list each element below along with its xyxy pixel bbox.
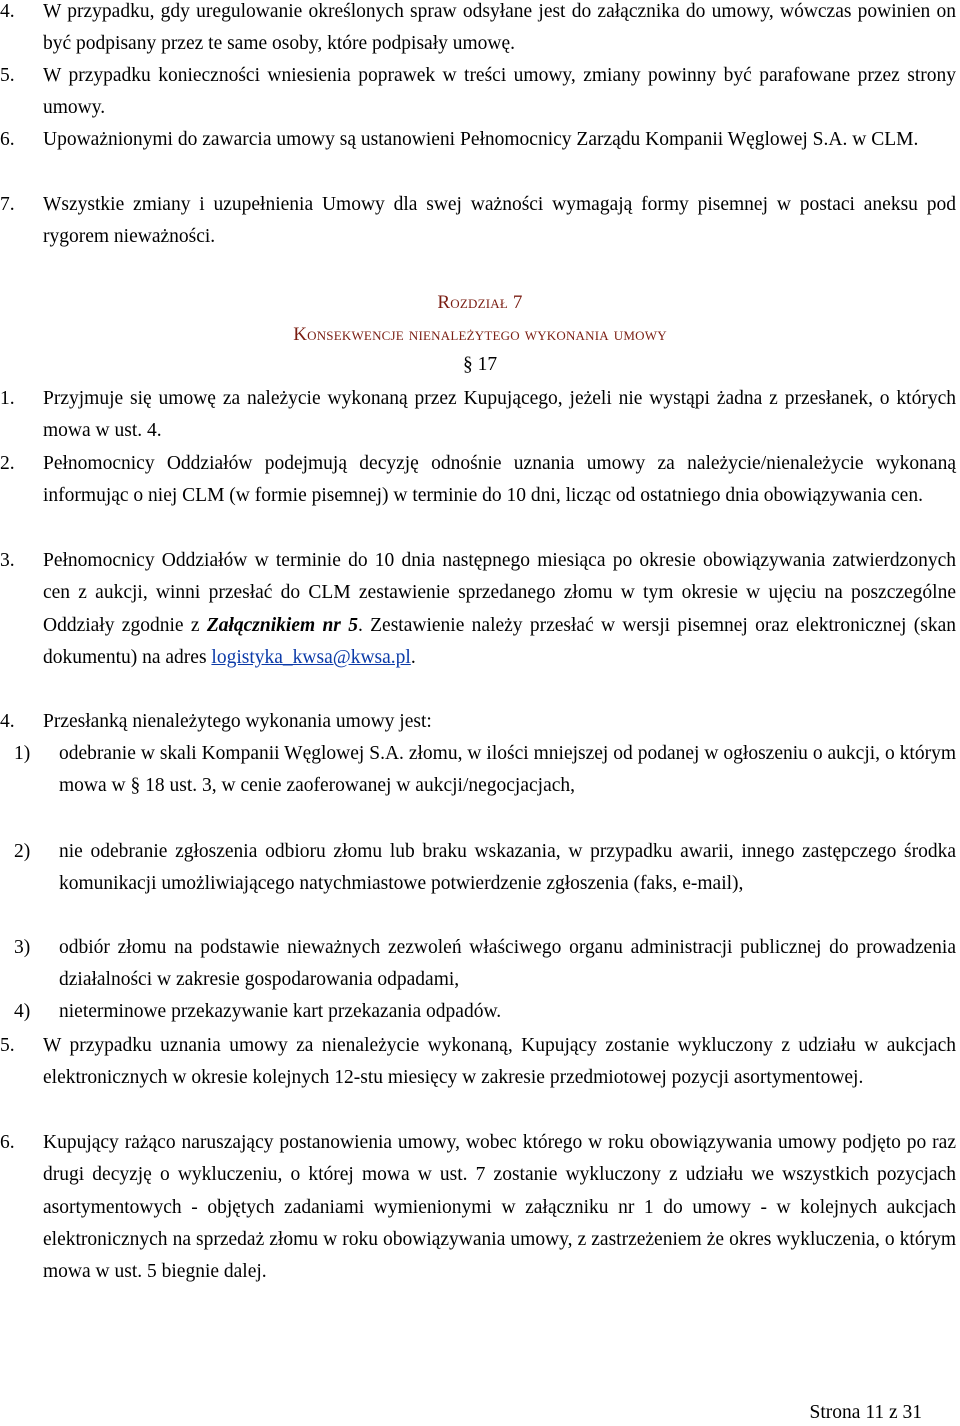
item-text: W przypadku konieczności wniesienia poprawek w treści umowy, zmiany powinny być parafowane przez strony umowy. xyxy=(43,65,956,119)
item-number: 5. xyxy=(0,65,15,86)
page-number: Strona 11 z 31 xyxy=(809,1402,922,1423)
sub-item-text: nieterminowe przekazywanie kart przekazania odpadów. xyxy=(59,1001,502,1022)
list-item xyxy=(0,706,960,738)
list-item xyxy=(0,1127,960,1288)
email-link[interactable]: logistyka_kwsa@kwsa.pl xyxy=(211,646,411,668)
item-text: W przypadku, gdy uregulowanie określonych spraw odsyłane jest do załącznika do umowy, wówczas powinien on być podpisany przez te same osoby, które podpisały umowę. xyxy=(43,1,956,55)
list-item xyxy=(0,124,960,156)
item-text: Pełnomocnicy Oddziałów podejmują decyzję odnośnie uznania umowy za należycie/nienależycie wykonaną informując o niej CLM (w formie pisemnej) w terminie do 10 dni, licząc od ostatniego dnia obowiązywania cen. xyxy=(43,453,956,507)
sub-item-text: odbiór złomu na podstawie nieważnych zezwoleń właściwego organu administracji publicznej do prowadzenia działalności w zakresie gospodarowania odpadami, xyxy=(59,937,956,991)
sub-item-number: 3) xyxy=(14,937,31,958)
sub-list-item xyxy=(0,738,960,803)
sub-item-text: nie odebranie zgłoszenia odbioru złomu lub braku wskazania, w przypadku awarii, innego zastępczego środka komunikacji umożliwiającego natychmiastowe potwierdzenie zgłoszenia (faks, e-mail), xyxy=(59,841,956,895)
item-number: 4. xyxy=(0,711,15,732)
item-number: 6. xyxy=(0,129,15,150)
chapter-subtitle: Konsekwencje nienależytego wykonania umowy xyxy=(293,324,667,345)
list-item xyxy=(0,1030,960,1095)
item-text: W przypadku uznania umowy za nienależycie wykonaną, Kupujący zostanie wykluczony z udziału w aukcjach elektronicznych w okresie kolejnych 12-stu miesięcy w zakresie przedmiotowej pozycji asortymentowej. xyxy=(43,1035,956,1089)
list-item xyxy=(0,0,960,61)
item-text-part: . xyxy=(410,646,416,668)
sub-list-item xyxy=(0,996,960,1028)
item-number: 2. xyxy=(0,453,15,474)
item-number: 5. xyxy=(0,1035,15,1056)
item-number: 7. xyxy=(0,194,15,215)
item-number: 6. xyxy=(0,1132,15,1153)
item-text: Przesłanką nienależytego wykonania umowy jest: xyxy=(43,711,432,732)
list-item xyxy=(0,383,960,448)
item-text: Kupujący rażąco naruszający postanowienia umowy, wobec którego w roku obowiązywania umowy podjęto po raz drugi decyzję o wykluczeniu, o której mowa w ust. 7 zostanie wykluczony z udziału we wszystkich pozycjach asortymentowych - objętych zadaniami wymienionymi w załączniku nr 1 do umowy - w kolejnych aukcjach elektronicznych na sprzedaż złomu w roku obowiązywania umowy, z zastrzeżeniem że okres wykluczenia, o którym mowa w ust. 5 biegnie dalej. xyxy=(43,1132,956,1283)
sub-item-number: 2) xyxy=(14,841,31,862)
sub-item-number: 4) xyxy=(14,1001,31,1022)
paragraph-heading: § 17 xyxy=(462,354,498,375)
list-item xyxy=(0,545,960,674)
sub-list-item xyxy=(0,836,960,901)
item-text-part: . Zestawienie należy przesłać w wersji pisemnej oraz elektronicznej (skan dokumentu) na adres xyxy=(43,614,956,668)
item-text xyxy=(43,545,956,674)
sub-list-item xyxy=(0,932,960,997)
item-number: 1. xyxy=(0,388,15,409)
list-item xyxy=(0,189,960,254)
sub-item-number: 1) xyxy=(14,743,31,764)
list-item xyxy=(0,448,960,513)
chapter-title: Rozdział 7 xyxy=(437,292,523,313)
item-text: Wszystkie zmiany i uzupełnienia Umowy dla swej ważności wymagają formy pisemnej w postaci aneksu pod rygorem nieważności. xyxy=(43,194,956,248)
item-number: 4. xyxy=(0,1,15,22)
item-text-part: Pełnomocnicy Oddziałów w terminie do 10 dnia następnego miesiąca po okresie obowiązywania zatwierdzonych cen z aukcji, winni przesłać do CLM zestawienie sprzedanego złomu w tym okresie w ujęciu na poszczególne Oddziały zgodnie z xyxy=(43,550,956,636)
item-number: 3. xyxy=(0,550,15,571)
list-item xyxy=(0,60,960,125)
attachment-reference: Załącznikiem nr 5 xyxy=(206,614,358,636)
item-text: Przyjmuje się umowę za należycie wykonaną przez Kupującego, jeżeli nie wystąpi żadna z przesłanek, o których mowa w ust. 4. xyxy=(43,388,956,442)
item-text: Upoważnionymi do zawarcia umowy są ustanowieni Pełnomocnicy Zarządu Kompanii Węglowej S.A. w CLM. xyxy=(43,129,919,150)
sub-item-text: odebranie w skali Kompanii Węglowej S.A. złomu, w ilości mniejszej od podanej w ogłoszeniu o aukcji, o którym mowa w § 18 ust. 3, w cenie zaoferowanej w aukcji/negocjacjach, xyxy=(59,743,956,797)
